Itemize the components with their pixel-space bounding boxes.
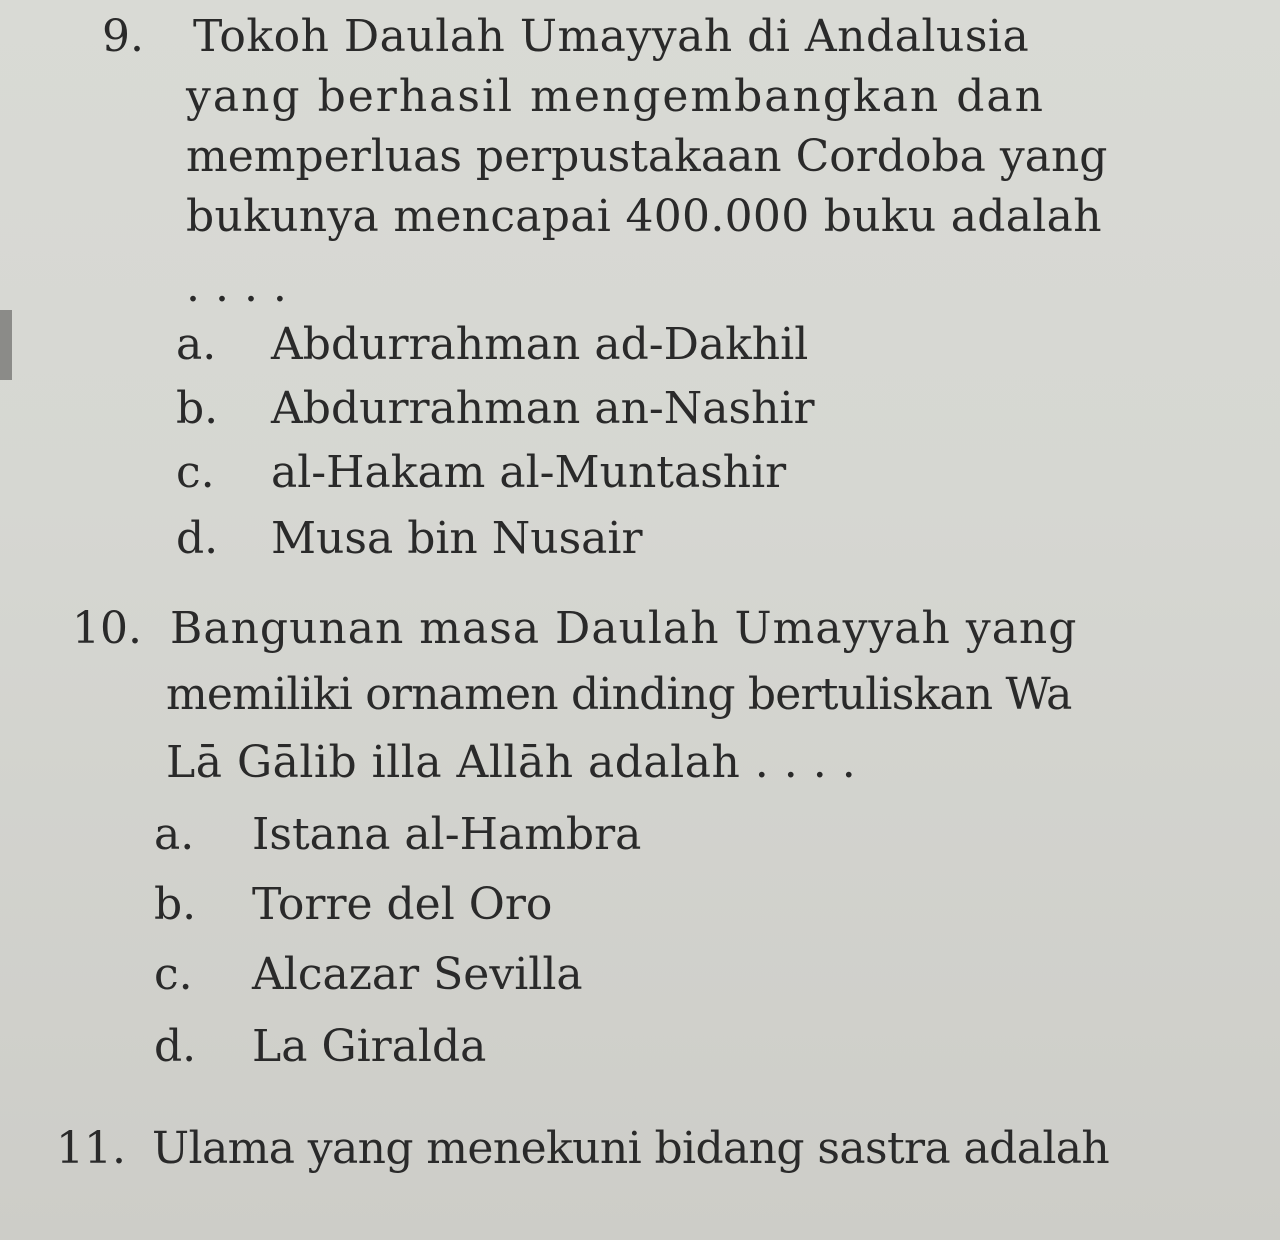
question-number: 10. bbox=[72, 603, 142, 654]
option-letter: c. bbox=[176, 447, 215, 498]
question-text-line: . . . . bbox=[186, 261, 288, 312]
option-letter: c. bbox=[154, 949, 193, 1000]
answer-option-c[interactable] bbox=[176, 442, 786, 504]
answer-option-a[interactable] bbox=[176, 314, 808, 376]
option-text: Torre del Oro bbox=[252, 879, 553, 930]
option-text: al-Hakam al-Muntashir bbox=[271, 447, 787, 498]
option-letter: b. bbox=[176, 383, 219, 434]
option-text: Abdurrahman an-Nashir bbox=[271, 383, 815, 434]
answer-option-b[interactable] bbox=[176, 378, 815, 440]
question-text-line: bukunya mencapai 400.000 buku adalah bbox=[186, 191, 1102, 242]
question-number: 9. bbox=[102, 11, 144, 62]
option-letter: b. bbox=[154, 879, 197, 930]
question-text-line: Bangunan masa Daulah Umayyah yang bbox=[170, 603, 1078, 654]
question-text-line: memiliki ornamen dinding bertuliskan Wa bbox=[166, 669, 1072, 720]
option-letter: d. bbox=[176, 513, 219, 564]
question-number: 11. bbox=[56, 1123, 126, 1174]
option-text: Istana al-Hambra bbox=[252, 809, 642, 860]
page-edge-shadow bbox=[0, 310, 12, 380]
option-text: Musa bin Nusair bbox=[271, 513, 643, 564]
option-text: La Giralda bbox=[252, 1021, 487, 1072]
option-letter: a. bbox=[154, 809, 195, 860]
answer-option-b[interactable] bbox=[154, 874, 552, 936]
answer-option-d[interactable] bbox=[176, 508, 643, 570]
answer-option-d[interactable] bbox=[154, 1016, 486, 1078]
question-text-line: Ulama yang menekuni bidang sastra adalah bbox=[152, 1123, 1110, 1174]
answer-option-c[interactable] bbox=[154, 944, 583, 1006]
answer-option-a[interactable] bbox=[154, 804, 641, 866]
option-text: Alcazar Sevilla bbox=[252, 949, 583, 1000]
question-text-line: Tokoh Daulah Umayyah di Andalusia bbox=[193, 11, 1030, 62]
option-letter: d. bbox=[154, 1021, 197, 1072]
option-letter: a. bbox=[176, 319, 217, 370]
question-text-line: memperluas perpustakaan Cordoba yang bbox=[186, 131, 1108, 182]
question-text-line: Lā Gālib illa Allāh adalah . . . . bbox=[166, 737, 857, 788]
option-text: Abdurrahman ad-Dakhil bbox=[271, 319, 809, 370]
question-text-line: yang berhasil mengembangkan dan bbox=[186, 71, 1045, 122]
